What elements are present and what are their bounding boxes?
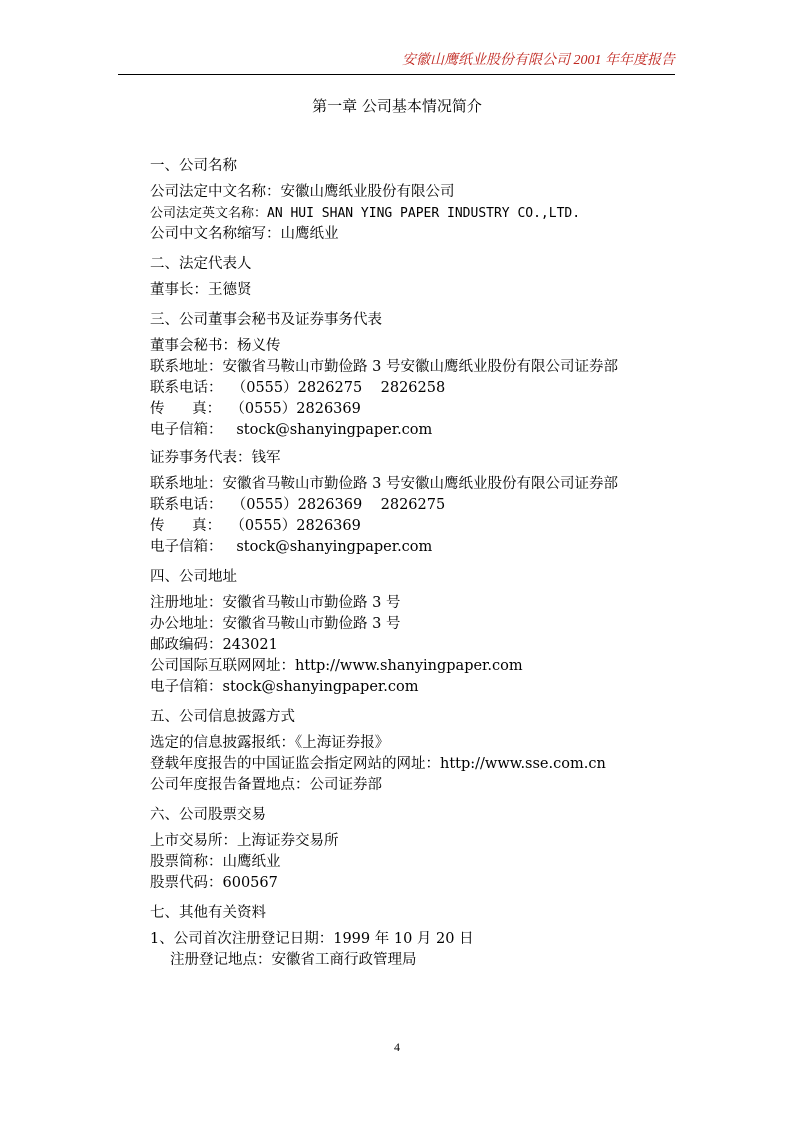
section-heading-address: 四、公司地址 — [150, 569, 237, 585]
chairman: 董事长：王德贤 — [150, 282, 252, 298]
registration-authority: 注册登记地点：安徽省工商行政管理局 — [170, 952, 417, 968]
rep-address: 联系地址：安徽省马鞍山市勤俭路 3 号安徽山鹰纸业股份有限公司证券部 — [150, 476, 618, 492]
first-registration-date: 1、公司首次注册登记日期：1999 年 10 月 20 日 — [150, 931, 474, 947]
section-heading-legal-rep: 二、法定代表人 — [150, 256, 252, 272]
document-body — [150, 147, 710, 971]
legal-english-name: 公司法定英文名称：AN HUI SHAN YING PAPER INDUSTRY CO.,LTD. — [150, 206, 581, 221]
stock-short-name: 股票简称：山鹰纸业 — [150, 854, 281, 870]
section-heading-disclosure: 五、公司信息披露方式 — [150, 709, 295, 725]
section-heading-company-name: 一、公司名称 — [150, 158, 237, 174]
legal-chinese-name: 公司法定中文名称：安徽山鹰纸业股份有限公司 — [150, 184, 455, 200]
rep-phone: 联系电话： （0555）2826369 2826275 — [150, 497, 446, 513]
secretary-phone: 联系电话： （0555）2826275 2826258 — [150, 380, 446, 396]
secretary-email: 电子信箱： stock@shanyingpaper.com — [150, 422, 433, 438]
secretary-address: 联系地址：安徽省马鞍山市勤俭路 3 号安徽山鹰纸业股份有限公司证券部 — [150, 359, 618, 375]
page-number: 4 — [394, 1040, 400, 1054]
chinese-short-name: 公司中文名称缩写：山鹰纸业 — [150, 226, 339, 242]
company-website: 公司国际互联网网址：http://www.shanyingpaper.com — [150, 658, 523, 674]
securities-rep: 证券事务代表：钱军 — [150, 450, 281, 466]
header-divider — [118, 74, 675, 75]
rep-fax: 传 真： （0555）2826369 — [150, 518, 361, 534]
stock-exchange: 上市交易所：上海证券交易所 — [150, 833, 339, 849]
stock-code: 股票代码：600567 — [150, 875, 278, 891]
disclosure-website: 登载年度报告的中国证监会指定网站的网址：http://www.sse.com.cn — [150, 756, 606, 772]
report-header: 安徽山鹰纸业股份有限公司 2001 年年度报告 — [402, 53, 675, 68]
postal-code: 邮政编码：243021 — [150, 637, 278, 653]
rep-email: 电子信箱： stock@shanyingpaper.com — [150, 539, 433, 555]
section-heading-stock: 六、公司股票交易 — [150, 807, 266, 823]
section-heading-other: 七、其他有关资料 — [150, 905, 266, 921]
disclosure-newspaper: 选定的信息披露报纸：《上海证券报》 — [150, 735, 390, 751]
report-location: 公司年度报告备置地点：公司证券部 — [150, 777, 382, 793]
secretary-fax: 传 真： （0555）2826369 — [150, 401, 361, 417]
company-email: 电子信箱：stock@shanyingpaper.com — [150, 679, 419, 695]
section-heading-secretary: 三、公司董事会秘书及证券事务代表 — [150, 312, 382, 328]
chapter-title: 第一章 公司基本情况简介 — [312, 97, 482, 115]
office-address: 办公地址：安徽省马鞍山市勤俭路 3 号 — [150, 616, 401, 632]
board-secretary: 董事会秘书：杨义传 — [150, 338, 281, 354]
registered-address: 注册地址：安徽省马鞍山市勤俭路 3 号 — [150, 595, 401, 611]
